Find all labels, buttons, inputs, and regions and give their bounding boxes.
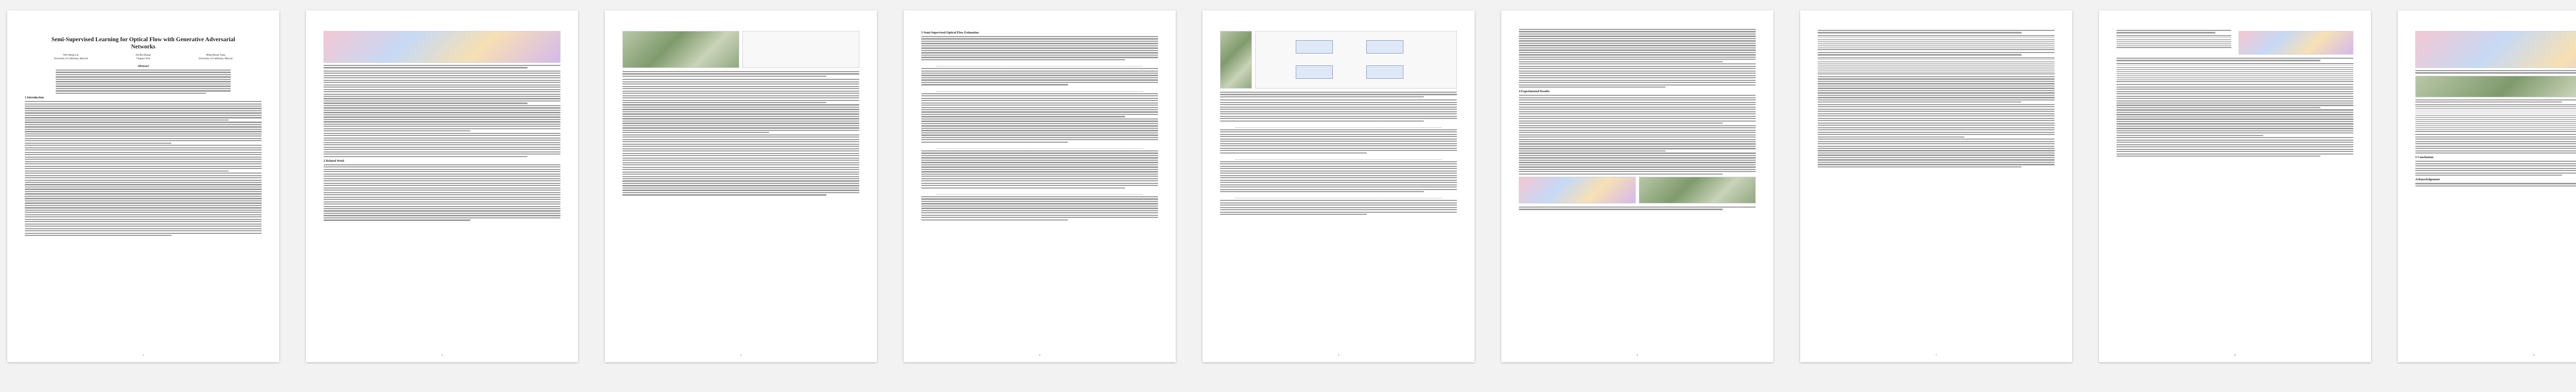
body-text (324, 71, 561, 157)
page-4[interactable] (904, 10, 1176, 362)
page-7[interactable] (1800, 10, 2072, 362)
body-text (921, 36, 1158, 60)
page-3[interactable] (605, 10, 877, 362)
page-number: 5 (1337, 354, 1340, 357)
page-number: 4 (1039, 354, 1041, 357)
section-heading-related: 2 Related Work (324, 159, 345, 163)
page-number: 8 (2234, 354, 2236, 357)
author-3: Ming-Hsuan Yang University of California, Merced (198, 54, 233, 60)
equation (937, 87, 1143, 92)
page-9[interactable] (2398, 10, 2576, 362)
author-2: Jia-Bin Huang Virginia Tech (135, 54, 151, 60)
figure-caption (622, 71, 859, 77)
table-caption (1818, 52, 2055, 56)
body-text (921, 93, 1158, 143)
figure-caption (2415, 70, 2576, 74)
body-text (1220, 129, 1457, 154)
page-1[interactable] (7, 10, 279, 362)
equation (1235, 123, 1442, 128)
body-text (1519, 95, 1756, 175)
figure-caption (324, 65, 561, 69)
equation (937, 144, 1143, 149)
figure-caption (2415, 99, 2576, 103)
body-text (1220, 99, 1457, 122)
equation (937, 62, 1143, 66)
section-heading-method: 3 Semi-Supervised Optical Flow Estimation (921, 31, 979, 35)
figure-3-images (1220, 31, 1252, 89)
figure-7 (2415, 76, 2576, 97)
section-heading-conclusions: 5 Conclusions (2415, 156, 2434, 160)
equation (1235, 155, 1442, 160)
body-text (921, 196, 1158, 220)
body-text (921, 68, 1158, 86)
page-2[interactable] (306, 10, 578, 362)
body-text (2116, 84, 2353, 157)
figure-2-plot (742, 31, 859, 68)
body-text (2415, 183, 2576, 186)
abstract-text (56, 70, 231, 94)
body-text (2415, 134, 2576, 154)
body-text (1519, 29, 1756, 88)
page-number: 6 (1636, 354, 1638, 357)
figure-2 (622, 31, 739, 68)
page-number: 3 (740, 354, 742, 357)
body-text (324, 164, 561, 221)
table-caption (2116, 58, 2353, 61)
author-block (30, 54, 257, 61)
body-text (1220, 161, 1457, 192)
page-number: 9 (2533, 354, 2535, 357)
equation (937, 190, 1143, 195)
body-text (1818, 76, 2055, 167)
body-text (1220, 200, 1457, 215)
section-heading-intro: 1 Introduction (25, 96, 44, 100)
author-1: Wei-Sheng Lai University of California, Merced (54, 54, 88, 60)
body-text (622, 79, 859, 195)
table-caption (1818, 30, 2055, 33)
figure-caption (1220, 92, 1457, 97)
table-caption (2116, 30, 2231, 33)
figure-4-b (1639, 177, 1756, 203)
table-3 (2116, 36, 2231, 48)
equation (1235, 194, 1442, 198)
body-text (2415, 161, 2576, 176)
table-5 (2415, 105, 2576, 132)
table-2 (1818, 58, 2055, 74)
page-number: 7 (1935, 354, 1937, 357)
page-number: 1 (142, 354, 144, 357)
page-6[interactable] (1501, 10, 1773, 362)
body-text (25, 101, 262, 236)
table-4 (2116, 63, 2353, 82)
page-number: 2 (441, 354, 443, 357)
section-heading-ack: Acknowledgement (2415, 178, 2440, 182)
figure-4 (1519, 177, 1636, 203)
table-1 (1818, 36, 2055, 50)
figure-6 (2415, 31, 2576, 68)
section-heading-experiments: 4 Experimental Results (1519, 90, 1550, 94)
page-5[interactable] (1202, 10, 1475, 362)
figure-caption (1519, 207, 1756, 210)
figure-3-diagram (1255, 31, 1457, 89)
abstract-heading: Abstract (137, 65, 149, 68)
body-text (921, 150, 1158, 189)
paper-title: Semi-Supervised Learning for Optical Flow with Generative Adversarial Networks (51, 37, 235, 50)
page-8[interactable] (2099, 10, 2371, 362)
figure-5 (2239, 31, 2353, 55)
figure-1 (324, 31, 561, 63)
